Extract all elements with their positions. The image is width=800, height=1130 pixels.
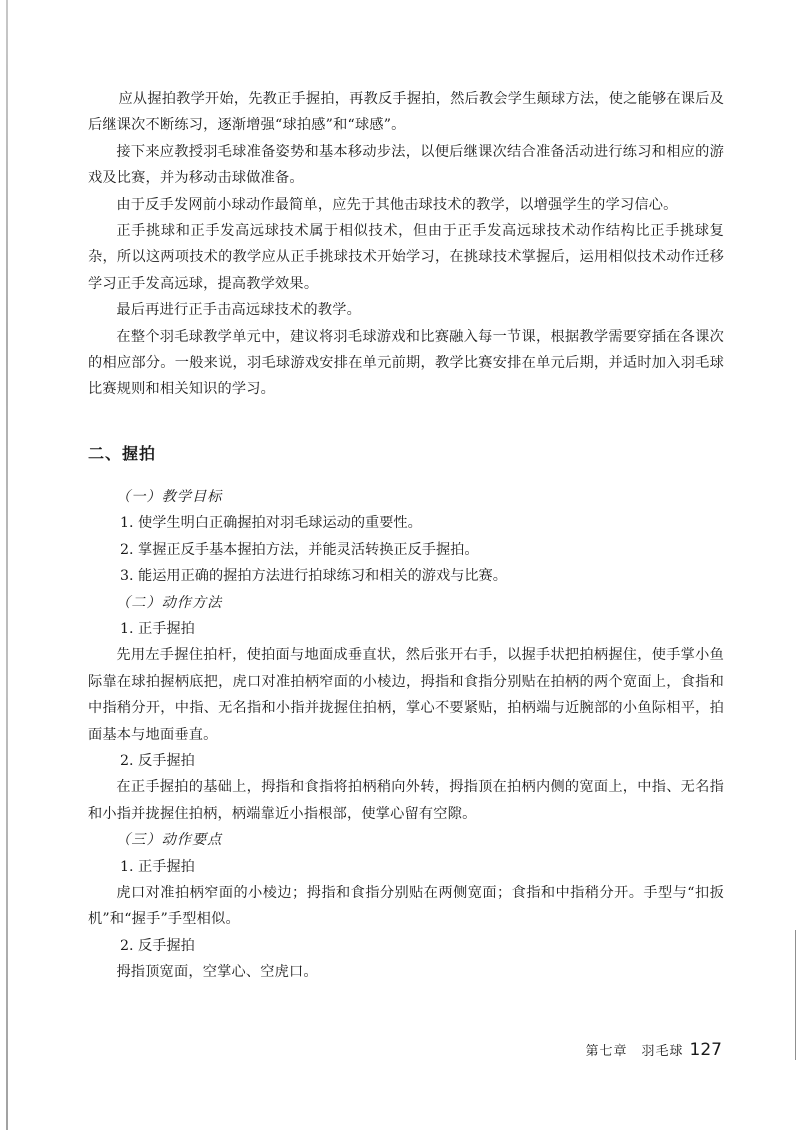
intro-paragraph-4: 正手挑球和正手发高远球技术属于相似技术，但由于正手发高远球技术动作结构比正手挑球复杂，所以这两项技术的教学应从正手挑球技术开始学习，在挑球技术掌握后，运用相似技术动作迁移学习正手发高远球，提高教学效果。: [88, 223, 724, 292]
method-backhand-text: 在正手握拍的基础上，拇指和食指将拍柄稍向外转，拇指顶在拍柄内侧的宽面上，中指、无名指和小指并拢握住拍柄，柄端靠近小指根部，使掌心留有空隙。: [88, 779, 724, 822]
intro-paragraph-6: 在整个羽毛球教学单元中，建议将羽毛球游戏和比赛融入每一节课，根据教学需要穿插在各课次的相应部分。一般来说，羽毛球游戏安排在单元前期，教学比赛安排在单元后期，并适时加入羽毛球比赛规则和相关知识的学习。: [88, 328, 724, 398]
intro-paragraph-1: 应从握拍教学开始，先教正手握拍，再教反手握拍，然后教会学生颠球方法，使之能够在课后及后继课次不断练习，逐渐增强“球拍感”和“球感”。: [88, 91, 724, 134]
intro-paragraph-2: 接下来应教授羽毛球准备姿势和基本移动步法，以便后继课次结合准备活动进行练习和相应的游戏及比赛，并为移动击球做准备。: [88, 143, 724, 187]
goal-item-3: 3. 能运用正确的握拍方法进行拍球练习和相关的游戏与比赛。: [120, 568, 507, 585]
scan-right-edge: [795, 930, 796, 1060]
keypoints-backhand-text: 拇指顶宽面，空掌心、空虎口。: [116, 964, 318, 981]
keypoints-backhand-title: 2. 反手握拍: [120, 937, 195, 954]
method-heading: （二）动作方法: [116, 594, 223, 611]
section-title: 二、握拍: [88, 443, 157, 463]
method-backhand-title: 2. 反手握拍: [120, 752, 195, 769]
footer-chapter-label: 第七章 羽毛球: [585, 1044, 684, 1059]
scan-left-edge: [6, 0, 8, 1130]
page-content: [88, 86, 724, 986]
keypoints-forehand-title: 1. 正手握拍: [120, 858, 195, 875]
goal-item-2: 2. 掌握正反手基本握拍方法，并能灵活转换正反手握拍。: [120, 541, 479, 558]
method-forehand-text: 先用左手握住拍杆，使拍面与地面成垂直状，然后张开右手，以握手状把拍柄握住，使手掌小鱼际靠在球拍握柄底把，虎口对准拍柄窄面的小棱边，拇指和食指分别贴在拍柄的两个宽面上，食指和中指稍分开，中指、无名指和小指并拢握住拍柄，掌心不要紧贴，拍柄端与近腕部的小鱼际相平，拍面基本与地面垂直。: [88, 647, 724, 743]
intro-paragraph-3: 由于反手发网前小球动作最简单，应先于其他击球技术的教学，以增强学生的学习信心。: [116, 196, 678, 213]
keypoints-forehand-text: 虎口对准拍柄窄面的小棱边；拇指和食指分别贴在两侧宽面；食指和中指稍分开。手型与“扣扳机”和“握手”手型相似。: [88, 884, 724, 928]
intro-paragraph-5: 最后再进行正手击高远球技术的教学。: [116, 302, 361, 319]
footer-page-number: 127: [689, 1040, 722, 1060]
goal-item-1: 1. 使学生明白正确握拍对羽毛球运动的重要性。: [120, 515, 422, 532]
page-footer: [586, 1040, 722, 1060]
method-forehand-title: 1. 正手握拍: [120, 620, 195, 637]
goals-heading: （一）教学目标: [116, 488, 223, 505]
keypoints-heading: （三）动作要点: [116, 832, 223, 849]
